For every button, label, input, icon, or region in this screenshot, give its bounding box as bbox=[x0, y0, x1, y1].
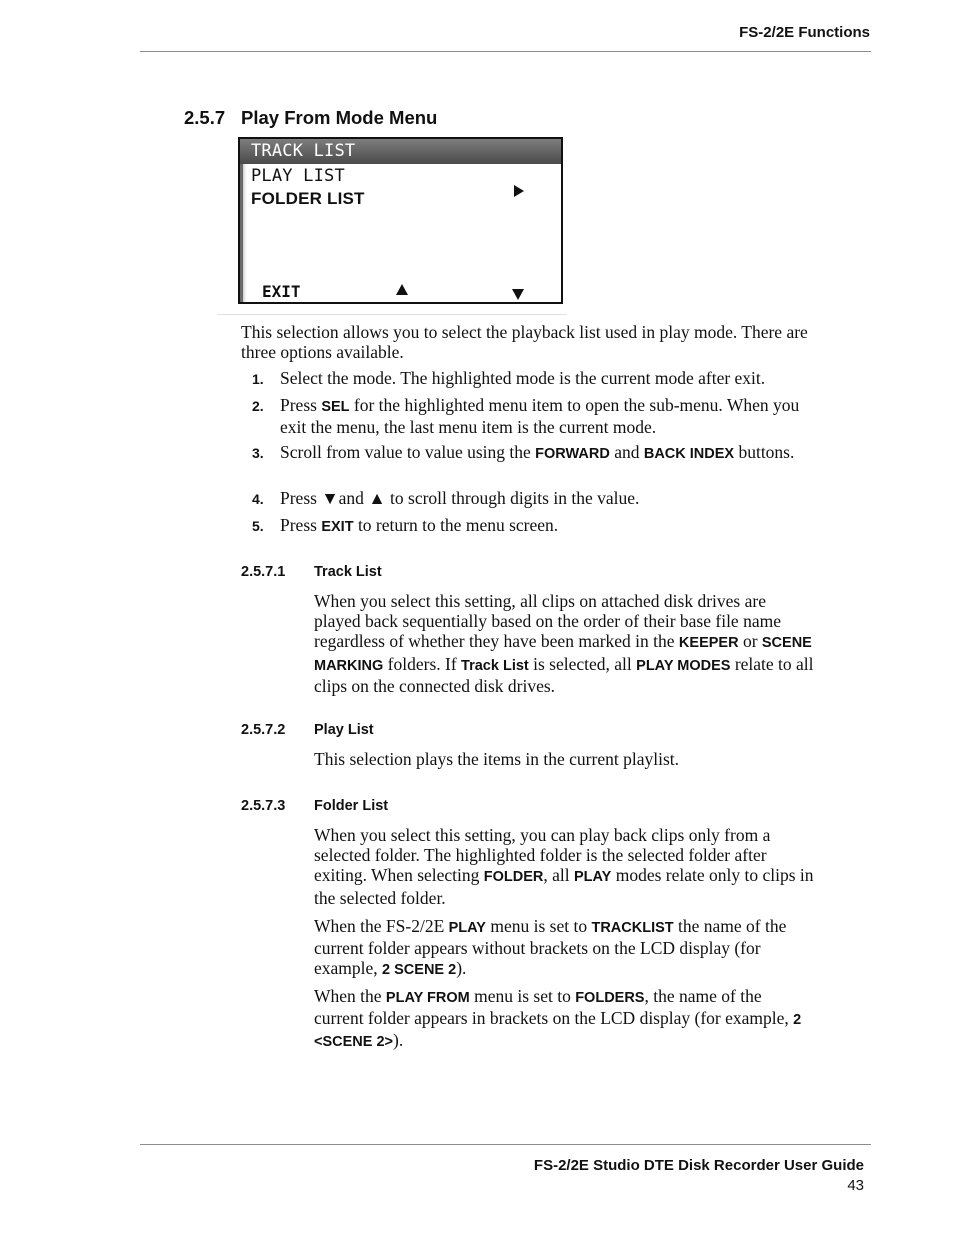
footer-rule bbox=[140, 1144, 871, 1145]
folders-note-paragraph: When the PLAY FROM menu is set to FOLDERS, the name of the current folder appears in brackets on the LCD display (for example, 2 <SCENE 2>). bbox=[314, 986, 802, 1051]
header-rule bbox=[140, 51, 871, 52]
play-list-paragraph: This selection plays the items in the current playlist. bbox=[314, 749, 679, 769]
lcd-menu-item-play-list: PLAY LIST bbox=[251, 166, 345, 186]
intro-paragraph: This selection allows you to select the playback list used in play mode. There are three options available. bbox=[241, 322, 808, 362]
step-number: 4. bbox=[252, 491, 264, 507]
lcd-menu-item-track-list: TRACK LIST bbox=[251, 141, 356, 161]
step-text: Press ▼and ▲ to scroll through digits in the value. bbox=[280, 488, 640, 508]
subsection-heading: 2.5.7.1 Track List bbox=[241, 564, 382, 580]
step-text: Select the mode. The highlighted mode is the current mode after exit. bbox=[280, 368, 766, 388]
step-number: 2. bbox=[252, 398, 264, 414]
submenu-arrow-icon bbox=[514, 185, 524, 197]
key-name: BACK INDEX bbox=[643, 446, 735, 462]
subsection-heading: 2.5.7.3 Folder List bbox=[241, 798, 389, 814]
down-arrow-icon: ▼ bbox=[321, 488, 339, 508]
down-arrow-icon bbox=[512, 289, 524, 300]
lcd-exit-label: EXIT bbox=[262, 282, 301, 301]
figure-underline bbox=[217, 314, 567, 315]
key-name: EXIT bbox=[321, 519, 354, 535]
up-arrow-icon: ▲ bbox=[368, 488, 386, 508]
section-title: Play From Mode Menu bbox=[241, 107, 438, 128]
lcd-menu-item-folder-list: FOLDER LIST bbox=[251, 189, 365, 208]
page-number: 43 bbox=[847, 1177, 864, 1194]
section-heading bbox=[184, 107, 437, 129]
tracklist-note-paragraph: When the FS-2/2E PLAY menu is set to TRACKLIST the name of the current folder appears without brackets on the LCD display (for example, 2 SCENE 2). bbox=[314, 916, 787, 979]
subsection-heading: 2.5.7.2 Play List bbox=[241, 722, 374, 738]
key-name: SEL bbox=[321, 399, 350, 415]
folder-list-paragraph: When you select this setting, you can play back clips only from a selected folder. The highlighted folder is the selected folder after exiting. When selecting FOLDER, all PLAY modes relate only to clips in the selected folder. bbox=[314, 825, 814, 908]
lcd-screen-figure bbox=[238, 137, 563, 304]
step-text: Press SEL for the highlighted menu item to open the sub-menu. When you exit the menu, the last menu item is the current mode. bbox=[280, 395, 800, 437]
running-footer: FS-2/2E Studio DTE Disk Recorder User Guide bbox=[533, 1157, 864, 1174]
key-name: FORWARD bbox=[535, 446, 610, 462]
up-arrow-icon bbox=[396, 284, 408, 295]
track-list-paragraph: When you select this setting, all clips on attached disk drives are played back sequentially based on the order of their base file name regardless of whether they have been marked in the KEEPER or SCENE MARKING folders. If Track List is selected, all PLAY MODES relate to all clips on the connected disk drives. bbox=[314, 591, 814, 696]
step-text: Scroll from value to value using the FORWARD and BACK INDEX buttons. bbox=[280, 442, 795, 462]
section-number: 2.5.7 bbox=[184, 107, 226, 128]
step-number: 3. bbox=[252, 445, 264, 461]
running-header: FS-2/2E Functions bbox=[739, 24, 870, 41]
step-text: Press EXIT to return to the menu screen. bbox=[280, 515, 559, 535]
step-number: 1. bbox=[252, 371, 264, 387]
step-number: 5. bbox=[252, 518, 264, 534]
